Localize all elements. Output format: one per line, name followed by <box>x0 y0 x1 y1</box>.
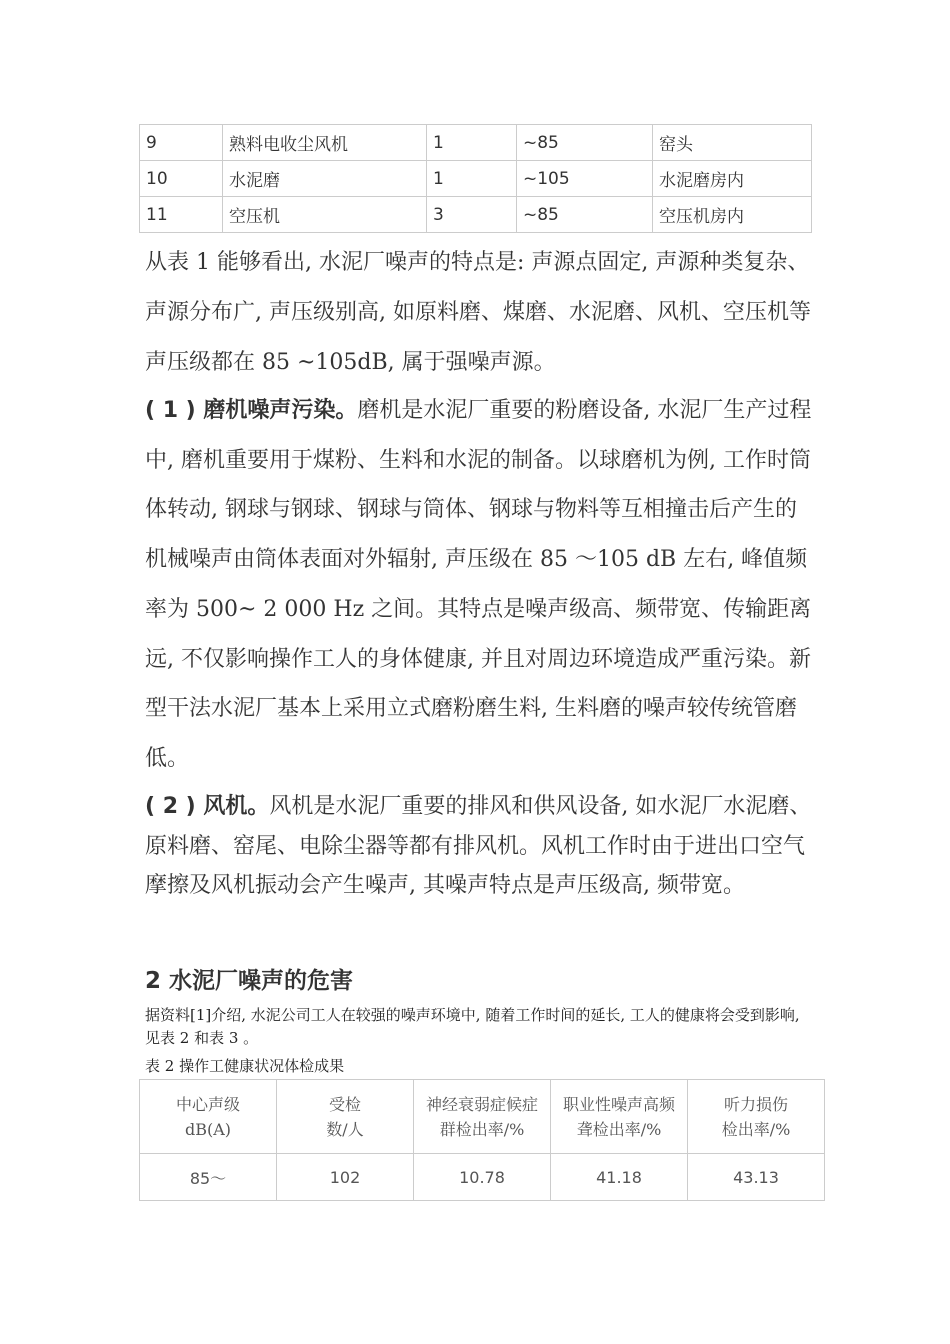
cell-center-sound-level: 85～ <box>140 1154 277 1201</box>
table-row <box>140 125 812 161</box>
header-hearing-damage-rate: 听力损伤 检出率/% <box>688 1080 825 1154</box>
header-neurasthenia-rate: 神经衰弱症候症 群检出率/% <box>414 1080 551 1154</box>
table-row <box>140 197 812 233</box>
cell-deafness-rate: 41.18 <box>551 1154 688 1201</box>
cell-number: 10 <box>140 161 223 197</box>
cell-sound-level: ~85 <box>517 125 653 161</box>
table-header-row <box>140 1080 825 1154</box>
cell-count: 1 <box>427 161 517 197</box>
section-heading-noise-hazards: 2 水泥厂噪声的危害 <box>145 968 354 994</box>
header-examined-count: 受检 数/人 <box>277 1080 414 1154</box>
cell-location: 空压机房内 <box>653 197 812 233</box>
paragraph-noise-characteristics: 从表 1 能够看出, 水泥厂噪声的特点是: 声源点固定, 声源种类复杂、声源分布广, 声压级别高, 如原料磨、煤磨、水泥磨、风机、空压机等声压级都在 85 ~105dB, 属于强噪声源。 <box>145 250 811 375</box>
cell-number: 11 <box>140 197 223 233</box>
paragraph-mill-noise <box>145 386 813 784</box>
table-row <box>140 1154 825 1201</box>
header-center-sound-level: 中心声级 dB(A) <box>140 1080 277 1154</box>
health-check-table <box>139 1079 825 1201</box>
table-row <box>140 161 812 197</box>
cell-count: 1 <box>427 125 517 161</box>
equipment-noise-table <box>139 124 812 233</box>
section-label-fan: ( 2 ) 风机。 <box>145 794 270 819</box>
cell-examined-count: 102 <box>277 1154 414 1201</box>
paragraph-mill-noise-text: 磨机是水泥厂重要的粉磨设备, 水泥厂生产过程中, 磨机重要用于煤粉、生料和水泥的制备。以球磨机为例, 工作时筒体转动, 钢球与钢球、钢球与筒体、钢球与物料等互相撞击后产生的机械噪声由筒体表面对外辐射, 声压级在 85 ～105 dB 左右, 峰值频率为 500~ 2 000 Hz 之间。其特点是噪声级高、频带宽、传输距离远, 不仅影响操作工人的身体健康, 并且对周边环境造成严重污染。新型干法水泥厂基本上采用立式磨粉磨生料, 生料磨的噪声较传统管磨低。 <box>145 398 812 771</box>
cell-equipment-name: 熟料电收尘风机 <box>223 125 427 161</box>
paragraph-fan-noise <box>145 787 813 906</box>
table-caption: 表 2 操作工健康状况体检成果 <box>145 1057 345 1075</box>
section-label-mill-noise: ( 1 ) 磨机噪声污染。 <box>145 398 358 423</box>
cell-hearing-damage-rate: 43.13 <box>688 1154 825 1201</box>
intro-paragraph: 据资料[1]介绍, 水泥公司工人在较强的噪声环境中, 随着工作时间的延长, 工人的健康将会受到影响, 见表 2 和表 3 。 <box>145 1006 800 1047</box>
cell-number: 9 <box>140 125 223 161</box>
cell-location: 窑头 <box>653 125 812 161</box>
cell-sound-level: ~105 <box>517 161 653 197</box>
cell-location: 水泥磨房内 <box>653 161 812 197</box>
header-deafness-rate: 职业性噪声高频 聋检出率/% <box>551 1080 688 1154</box>
paragraph-fan-noise-text: 风机是水泥厂重要的排风和供风设备, 如水泥厂水泥磨、原料磨、窑尾、电除尘器等都有排风机。风机工作时由于进出口空气摩擦及风机振动会产生噪声, 其噪声特点是声压级高, 频带宽。 <box>145 794 812 898</box>
cell-count: 3 <box>427 197 517 233</box>
cell-sound-level: ~85 <box>517 197 653 233</box>
cell-equipment-name: 空压机 <box>223 197 427 233</box>
cell-neurasthenia-rate: 10.78 <box>414 1154 551 1201</box>
cell-equipment-name: 水泥磨 <box>223 161 427 197</box>
